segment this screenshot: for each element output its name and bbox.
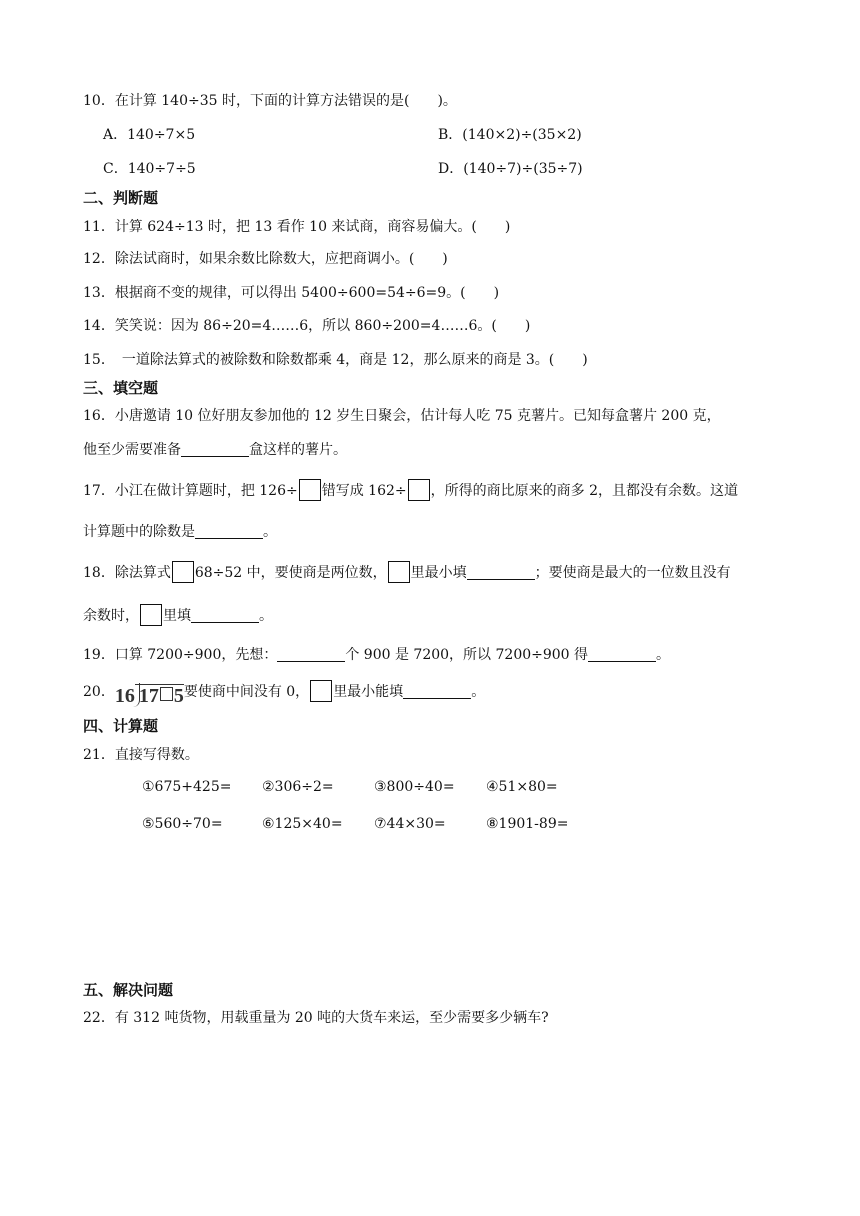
answer-blank[interactable] [467,565,535,580]
question-number: 13 [83,285,101,301]
question-number: 21 [83,747,101,763]
question-number: 17 [83,483,101,499]
question-number: 12 [83,251,101,267]
section-title-calculation: 四、计算题 [83,717,159,735]
calc-item-5: ⑤560÷70= [142,816,223,832]
question-18: 18．除法算式 68÷52 中，要使商是两位数， 里最小填 ；要使商是最大的一位数且没有 [83,561,731,583]
question-text: 笑笑说：因为 86÷20=4……6，所以 860÷200=4……6。( ) [114,318,531,334]
question-13: 13．根据商不变的规律，可以得出 5400÷600=54÷6=9。( ) [83,285,500,301]
question-number: 11 [83,219,101,235]
question-12: 12．除法试商时，如果余数比除数大，应把商调小。( ) [83,251,448,267]
calc-item-7: ⑦44×30= [374,816,446,832]
long-division-figure [115,684,184,708]
question-text: 在计算 140÷35 时，下面的计算方法错误的是( )。 [114,93,457,109]
option-a: A．140÷7×5 [103,127,196,143]
answer-blank[interactable] [181,442,249,457]
question-text: 直接写得数。 [114,747,199,763]
question-number: 20 [83,684,101,700]
question-22: 22．有 312 吨货物，用载重量为 20 吨的大货车来运，至少需要多少辆车? [83,1010,549,1026]
answer-blank[interactable] [191,608,259,623]
question-16-line2: 他至少需要准备 盒这样的薯片。 [83,442,347,458]
question-15: 15． 一道除法算式的被除数和除数都乘 4，商是 12，那么原来的商是 3。( ) [83,352,588,368]
calc-item-3: ③800÷40= [374,779,455,795]
question-18-line2: 余数时， 里填 。 [83,604,273,626]
question-19: 19．口算 7200÷900，先想： 个 900 是 7200，所以 7200÷900 得 。 [83,647,671,663]
answer-blank[interactable] [195,524,263,539]
answer-blank[interactable] [588,647,656,662]
question-14: 14．笑笑说：因为 86÷20=4……6，所以 860÷200=4……6。( ) [83,318,531,334]
question-16: 16．小唐邀请 10 位好朋友参加他的 12 岁生日聚会，估计每人吃 75 克薯片。已知每盒薯片 200 克， [83,408,721,424]
dividend-box [160,687,173,701]
answer-blank[interactable] [403,684,471,699]
option-b: B．(140×2)÷(35×2) [438,127,582,143]
question-number: 18 [83,565,101,581]
question-17-line2: 计算题中的除数是 。 [83,524,277,540]
answer-box[interactable] [140,604,162,626]
question-11: 11．计算 624÷13 时，把 13 看作 10 来试商，商容易偏大。( ) [83,219,511,235]
question-text: 一道除法算式的被除数和除数都乘 4，商是 12，那么原来的商是 3。( ) [107,352,588,368]
question-17: 17．小江在做计算题时，把 126÷ 错写成 162÷ ，所得的商比原来的商多 2，且都没有余数。这道 [83,479,738,501]
calc-item-6: ⑥125×40= [262,816,343,832]
section-title-judgement: 二、判断题 [83,189,159,207]
question-text: 根据商不变的规律，可以得出 5400÷600=54÷6=9。( ) [114,285,500,301]
calc-item-4: ④51×80= [486,779,558,795]
option-d: D．(140÷7)÷(35÷7) [438,161,583,177]
answer-box[interactable] [299,479,321,501]
answer-blank[interactable] [277,647,345,662]
answer-box[interactable] [172,561,194,583]
option-c: C．140÷7÷5 [103,161,196,177]
question-number: 10 [83,93,101,109]
question-number: 16 [83,408,101,424]
calc-item-8: ⑧1901-89= [486,816,569,832]
answer-box[interactable] [408,479,430,501]
question-text: 小唐邀请 10 位好朋友参加他的 12 岁生日聚会，估计每人吃 75 克薯片。已知每盒薯片 200 克， [114,408,721,424]
calc-item-1: ①675+425= [142,779,232,795]
question-number: 15 [83,352,101,368]
section-title-fill-in: 三、填空题 [83,379,159,397]
question-number: 19 [83,647,101,663]
question-text: 计算 624÷13 时，把 13 看作 10 来试商，商容易偏大。( ) [114,219,511,235]
question-text: 有 312 吨货物，用载重量为 20 吨的大货车来运，至少需要多少辆车? [114,1010,549,1026]
question-number: 22 [83,1010,101,1026]
question-text: 除法试商时，如果余数比除数大，应把商调小。( ) [114,251,448,267]
answer-box[interactable] [310,680,332,702]
dividend: 17 5 [135,684,184,708]
section-title-problem-solving: 五、解决问题 [83,981,174,999]
question-10: 10．在计算 140÷35 时，下面的计算方法错误的是( )。 [83,93,457,109]
question-21: 21．直接写得数。 [83,747,199,763]
divisor: 16 [114,685,135,707]
calc-item-2: ②306÷2= [262,779,334,795]
question-number: 14 [83,318,101,334]
answer-box[interactable] [388,561,410,583]
question-20: 20．16 17 5要使商中间没有 0， 里最小能填 。 [83,680,485,708]
